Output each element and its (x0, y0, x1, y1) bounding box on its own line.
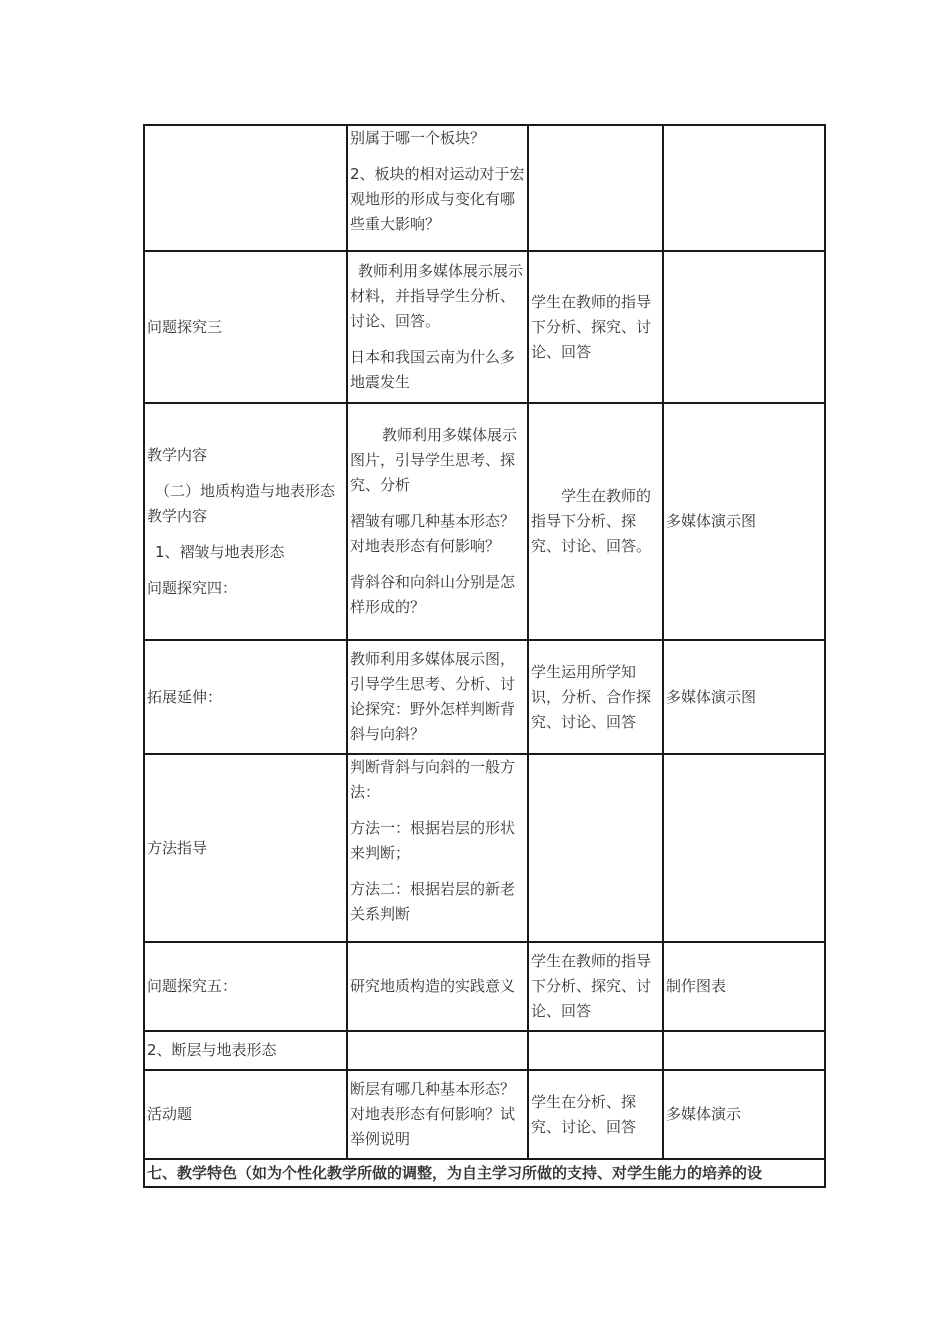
cell-text: 日本和我国云南为什么多地震发生 (350, 348, 516, 391)
table-row (144, 1031, 825, 1070)
table-cell-student-activity (528, 251, 663, 403)
table-cell-teacher-activity (347, 251, 528, 403)
cell-text: 拓展延伸： (147, 687, 223, 706)
table-cell-teacher-activity (347, 942, 528, 1031)
table-cell-student-activity (528, 942, 663, 1031)
table-cell-student-activity (528, 1070, 663, 1159)
cell-text: 问题探究三 (147, 317, 223, 336)
cell-text: （二）地质构造与地表形态教学内容 (147, 481, 336, 525)
table-cell-student-activity (528, 754, 663, 942)
cell-text: 学生运用所学知识，分析、合作探究、讨论、回答 (531, 662, 652, 731)
cell-text: 判断背斜与向斜的一般方法： (350, 758, 516, 801)
table-cell-student-activity (528, 1031, 663, 1070)
cell-text: 学生在教师的指导下分析、探究、讨论、回答。 (531, 487, 652, 555)
table-cell-stage (144, 754, 347, 942)
cell-text: 活动题 (147, 1105, 193, 1123)
table-cell-stage (144, 125, 347, 251)
table-cell-teacher-activity (347, 125, 528, 251)
table-cell-media (663, 403, 825, 640)
table-cell-stage (144, 942, 347, 1031)
table-cell-media (663, 942, 825, 1031)
table-cell-teacher-activity (347, 403, 528, 640)
table-cell-student-activity (528, 125, 663, 251)
cell-text: 别属于哪一个板块？ (350, 129, 486, 147)
cell-text: 教学内容 (147, 445, 208, 464)
cell-text: 问题探究四： (147, 578, 238, 597)
table-cell-teacher-activity (347, 1070, 528, 1159)
cell-text: 2、板块的相对运动对于宏观地形的形成与变化有哪些重大影响？ (350, 165, 525, 233)
cell-text: 多媒体演示图 (666, 687, 757, 706)
table-cell-stage (144, 1070, 347, 1159)
table-cell-media (663, 1031, 825, 1070)
table-cell-stage (144, 251, 347, 403)
cell-text: 1、褶皱与地表形态 (155, 542, 285, 561)
cell-text: 多媒体演示图 (666, 512, 757, 530)
table-cell-teacher-activity (347, 1031, 528, 1070)
cell-text: 方法指导 (147, 838, 208, 857)
table-cell-media (663, 1070, 825, 1159)
cell-text: 制作图表 (666, 977, 727, 995)
table-row (144, 251, 825, 403)
table-row (144, 125, 825, 251)
cell-text: 背斜谷和向斜山分别是怎样形成的？ (350, 573, 516, 616)
cell-text: 多媒体演示 (666, 1105, 742, 1123)
table-cell-student-activity (528, 640, 663, 754)
cell-text: 教师利用多媒体展示图，引导学生思考、分析、讨论探究：野外怎样判断背斜与向斜？ (350, 650, 516, 743)
table-cell-student-activity (528, 403, 663, 640)
table-cell-stage (144, 1031, 347, 1070)
cell-text: 方法一：根据岩层的形状来判断； (350, 819, 516, 862)
cell-text: 断层有哪几种基本形态？对地表形态有何影响？试举例说明 (350, 1080, 516, 1148)
table-row (144, 1070, 825, 1159)
lesson-plan-table (143, 124, 826, 1188)
cell-text: 教师利用多媒体展示图片，引导学生思考、探究、分析 (350, 426, 518, 494)
cell-text: 学生在教师的指导下分析、探究、讨论、回答 (531, 292, 652, 361)
table-cell-media (663, 125, 825, 251)
table-row (144, 403, 825, 640)
table-cell-media (663, 640, 825, 754)
cell-text: 问题探究五： (147, 977, 238, 995)
table-row-section-heading (144, 1159, 825, 1187)
section-heading: 七、教学特色（如为个性化教学所做的调整，为自主学习所做的支持、对学生能力的培养的设 (144, 1159, 825, 1187)
table-cell-stage (144, 403, 347, 640)
cell-text: 方法二：根据岩层的新老关系判断 (350, 880, 516, 923)
table-row (144, 754, 825, 942)
table-cell-media (663, 251, 825, 403)
cell-text: 2、断层与地表形态 (147, 1041, 277, 1059)
table-cell-teacher-activity (347, 640, 528, 754)
table-cell-media (663, 754, 825, 942)
cell-text: 研究地质构造的实践意义 (350, 977, 516, 995)
cell-text: 学生在分析、探究、讨论、回答 (531, 1092, 637, 1136)
table-row (144, 640, 825, 754)
table-cell-teacher-activity (347, 754, 528, 942)
cell-text: 教师利用多媒体展示展示材料，并指导学生分析、讨论、回答。 (350, 262, 524, 330)
table-row (144, 942, 825, 1031)
table-cell-stage (144, 640, 347, 754)
cell-text: 学生在教师的指导下分析、探究、讨论、回答 (531, 952, 652, 1020)
cell-text: 褶皱有哪几种基本形态？对地表形态有何影响？ (350, 512, 516, 555)
